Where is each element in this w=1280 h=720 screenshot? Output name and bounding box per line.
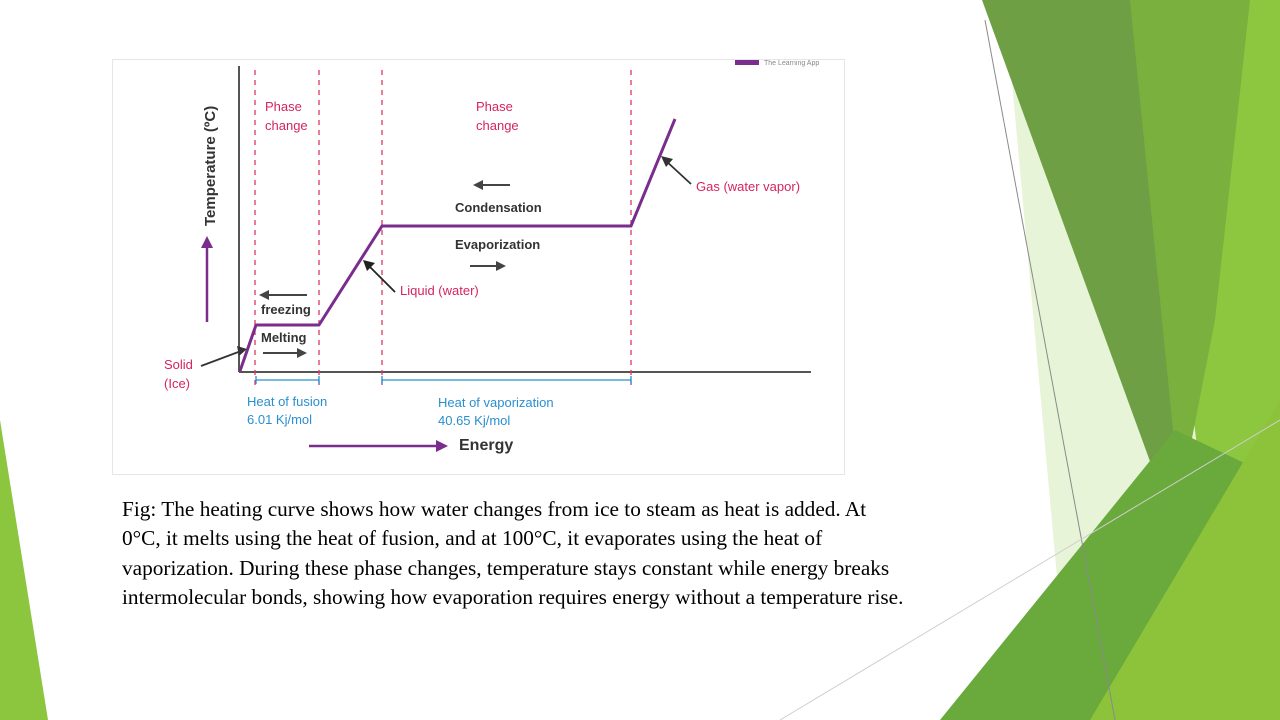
phase-change-label-2: Phase change xyxy=(476,99,519,133)
phase-change-label-1: Phase change xyxy=(265,99,308,133)
evaporization-arrowhead xyxy=(496,261,506,271)
y-axis-up-arrowhead xyxy=(201,236,213,248)
caption-line: Fig: The heating curve shows how water changes from ice to steam as heat is added. At xyxy=(122,497,867,521)
watermark-text: The Learning App xyxy=(764,60,820,67)
heat-of-vaporization-bracket xyxy=(382,376,631,384)
melting-arrowhead xyxy=(297,348,307,358)
condensation-arrowhead xyxy=(473,180,483,190)
liquid-pointer xyxy=(367,264,395,292)
gas-label: Gas (water vapor) xyxy=(696,179,801,194)
y-axis-label: Temperature (ºC) xyxy=(202,105,219,226)
figure-caption xyxy=(122,495,1022,612)
heat-of-fusion-label: Heat of fusion 6.01 Kj/mol xyxy=(247,394,328,427)
solid-pointer xyxy=(201,351,241,366)
freezing-arrowhead xyxy=(259,290,269,300)
caption-line: vaporization. During these phase changes, temperature stays constant while energy breaks xyxy=(122,555,890,580)
left-accent-shape xyxy=(0,420,48,720)
energy-arrowhead xyxy=(436,440,448,452)
solid-label: Solid (Ice) xyxy=(164,357,193,391)
evaporization-label: Evaporization xyxy=(455,237,541,252)
condensation-label: Condensation xyxy=(455,200,542,215)
melting-label: Melting xyxy=(261,330,307,345)
heating-curve-figure xyxy=(112,59,845,475)
watermark-swatch xyxy=(735,60,759,65)
liquid-label: Liquid (water) xyxy=(400,283,479,298)
x-axis-label: Energy xyxy=(459,437,514,454)
caption-line: intermolecular bonds, showing how evaporation requires energy without a temperature rise. xyxy=(122,584,904,609)
heat-of-vaporization-label: Heat of vaporization 40.65 Kj/mol xyxy=(438,395,554,428)
caption-line: 0°C, it melts using the heat of fusion, and at 100°C, it evaporates using the heat of xyxy=(122,526,823,551)
freezing-label: freezing xyxy=(261,302,311,317)
heat-of-fusion-bracket xyxy=(256,376,319,384)
heating-curve-diagram xyxy=(113,60,846,476)
